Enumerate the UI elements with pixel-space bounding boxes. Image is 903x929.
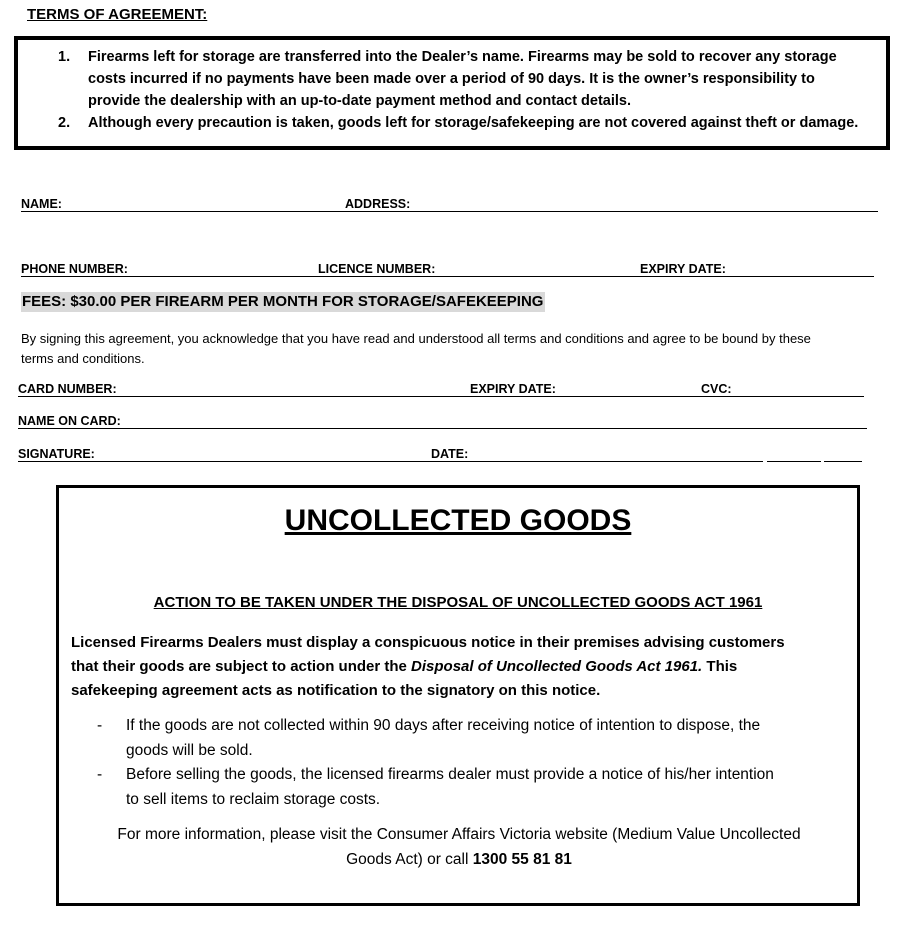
bullet-text: Before selling the goods, the licensed firearms dealer must provide a notice of his/her intention to sell items to reclaim storage costs. bbox=[126, 766, 774, 808]
uncollected-goods-notice bbox=[56, 485, 860, 906]
name-on-card-label: NAME ON CARD: bbox=[18, 414, 121, 428]
more-info-text bbox=[69, 822, 849, 872]
phone-licence-expiry-field[interactable] bbox=[21, 276, 874, 277]
name-on-card-field[interactable] bbox=[18, 428, 867, 429]
term-line: costs incurred if no payments have been made over a period of 90 days. It is the owner’s responsibility to bbox=[88, 71, 815, 87]
phone-number: 1300 55 81 81 bbox=[472, 851, 572, 868]
term-line: Firearms left for storage are transferred into the Dealer’s name. Firearms may be sold to recover any storage bbox=[88, 49, 837, 65]
date-label: DATE: bbox=[431, 447, 469, 461]
acknowledgement-text bbox=[21, 329, 881, 369]
address-label: ADDRESS: bbox=[345, 197, 411, 211]
term-text bbox=[88, 46, 878, 112]
fees-banner: FEES: $30.00 PER FIREARM PER MONTH FOR STORAGE/SAFEKEEPING bbox=[22, 293, 544, 310]
signature-label: SIGNATURE: bbox=[18, 447, 95, 461]
info-line: For more information, please visit the Consumer Affairs Victoria website (Medium Value Uncollected bbox=[117, 826, 801, 843]
uncollected-goods-title: UNCOLLECTED GOODS bbox=[284, 504, 632, 537]
info-line: Goods Act) or call 1300 55 81 81 bbox=[346, 851, 572, 868]
name-address-field[interactable] bbox=[21, 211, 878, 212]
signature-date-field[interactable] bbox=[18, 461, 763, 462]
bullet-dash: - bbox=[97, 766, 103, 783]
card-details-field[interactable] bbox=[18, 396, 864, 397]
term-number: 1. bbox=[58, 49, 71, 65]
bullet-dash: - bbox=[97, 717, 103, 734]
term-number: 2. bbox=[58, 115, 71, 131]
para-line: that their goods are subject to action under the Disposal of Uncollected Goods Act 1961. This bbox=[71, 658, 738, 675]
expiry-label: EXPIRY DATE: bbox=[640, 262, 726, 276]
para-line: safekeeping agreement acts as notification to the signatory on this notice. bbox=[71, 682, 601, 699]
card-number-label: CARD NUMBER: bbox=[18, 382, 117, 396]
terms-box bbox=[14, 36, 890, 150]
licence-label: LICENCE NUMBER: bbox=[318, 262, 436, 276]
ack-line: terms and conditions. bbox=[21, 351, 145, 366]
date-field-extra[interactable] bbox=[767, 461, 821, 462]
ack-line: By signing this agreement, you acknowledge that you have read and understood all terms and conditions and agree to be bound by these bbox=[21, 331, 811, 346]
date-field-extra[interactable] bbox=[824, 461, 862, 462]
card-expiry-label: EXPIRY DATE: bbox=[470, 382, 556, 396]
phone-label: PHONE NUMBER: bbox=[21, 262, 128, 276]
name-label: NAME: bbox=[21, 197, 62, 211]
uncollected-goods-subtitle: ACTION TO BE TAKEN UNDER THE DISPOSAL OF UNCOLLECTED GOODS ACT 1961 bbox=[153, 594, 763, 611]
term-line: Although every precaution is taken, goods left for storage/safekeeping are not covered against theft or damage. bbox=[88, 115, 859, 131]
bullet-text: If the goods are not collected within 90 days after receiving notice of intention to dispose, the goods will be sold. bbox=[126, 717, 761, 759]
act-name: Disposal of Uncollected Goods Act 1961. bbox=[411, 658, 703, 675]
terms-heading: TERMS OF AGREEMENT: bbox=[27, 6, 208, 23]
uncollected-goods-paragraph bbox=[71, 631, 841, 703]
cvc-label: CVC: bbox=[701, 382, 732, 396]
term-text bbox=[88, 112, 878, 134]
term-line: provide the dealership with an up-to-date payment method and contact details. bbox=[88, 93, 632, 109]
para-line: Licensed Firearms Dealers must display a conspicuous notice in their premises advising customers bbox=[71, 634, 785, 651]
